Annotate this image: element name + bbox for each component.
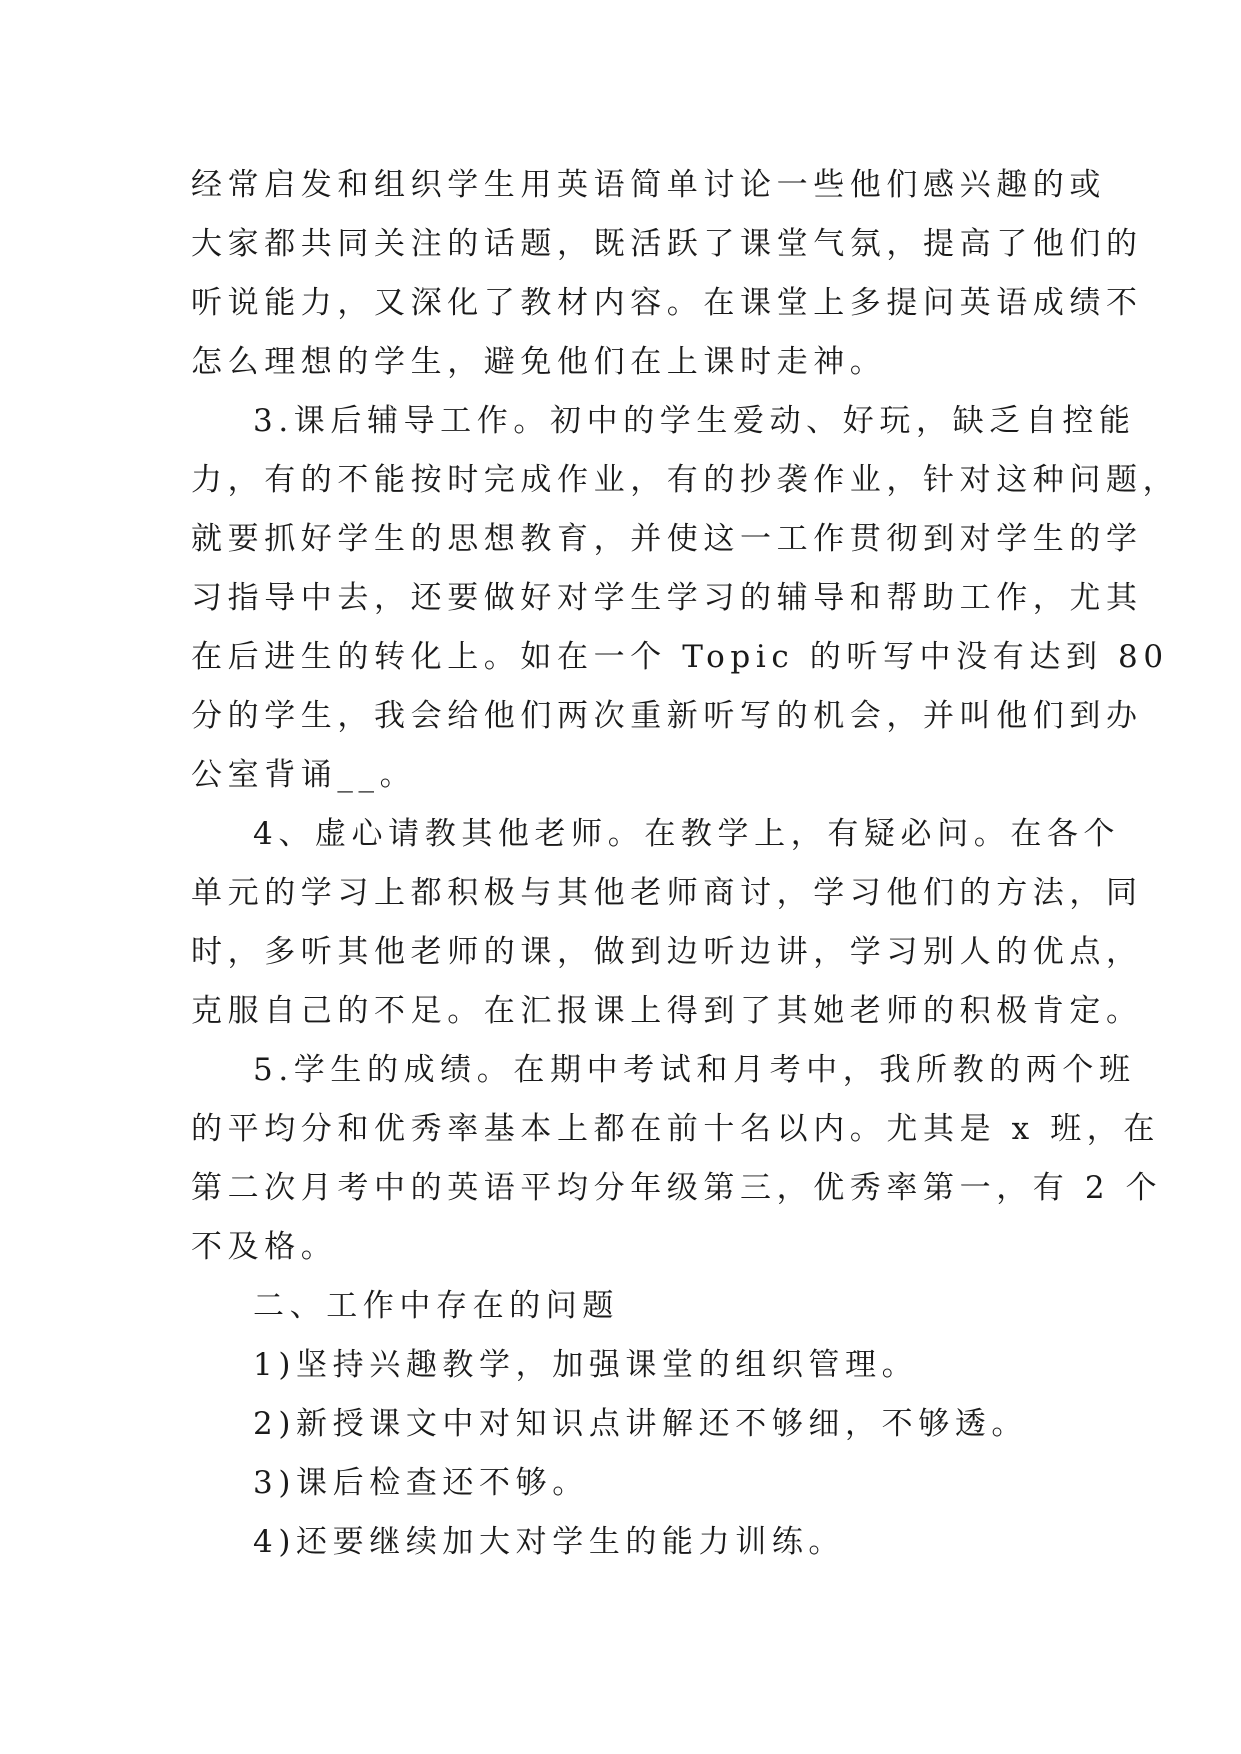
text-line: 2)新授课文中对知识点讲解还不够细，不够透。: [253, 1406, 1029, 1442]
text-line: 4、虚心请教其他老师。在教学上，有疑必问。在各个: [253, 816, 1121, 852]
text-line: 4)还要继续加大对学生的能力训练。: [253, 1524, 846, 1560]
text-line: 单元的学习上都积极与其他老师商讨，学习他们的方法，同: [191, 875, 1143, 911]
text-line: 经常启发和组织学生用英语简单讨论一些他们感兴趣的或: [191, 167, 1106, 203]
text-line: 力，有的不能按时完成作业，有的抄袭作业，针对这种问题，: [191, 462, 1180, 498]
text-line: 第二次月考中的英语平均分年级第三，优秀率第一，有 2 个: [191, 1170, 1163, 1206]
text-line: 习指导中去，还要做好对学生学习的辅导和帮助工作，尤其: [191, 580, 1143, 616]
text-line: 大家都共同关注的话题，既活跃了课堂气氛，提高了他们的: [191, 226, 1143, 262]
text-line: 克服自己的不足。在汇报课上得到了其她老师的积极肯定。: [191, 993, 1143, 1029]
text-line: 分的学生，我会给他们两次重新听写的机会，并叫他们到办: [191, 698, 1143, 734]
text-line: 怎么理想的学生，避免他们在上课时走神。: [191, 344, 887, 380]
text-line: 3.课后辅导工作。初中的学生爱动、好玩，缺乏自控能: [253, 403, 1136, 439]
text-line: 3)课后检查还不够。: [253, 1465, 589, 1501]
document-body: [191, 156, 1180, 1572]
text-line: 听说能力，又深化了教材内容。在课堂上多提问英语成绩不: [191, 285, 1143, 321]
text-line: 的平均分和优秀率基本上都在前十名以内。尤其是 x 班，在: [191, 1111, 1160, 1147]
text-line: 不及格。: [191, 1229, 338, 1265]
text-line: 时，多听其他老师的课，做到边听边讲，学习别人的优点，: [191, 934, 1143, 970]
text-line: 5.学生的成绩。在期中考试和月考中，我所教的两个班: [253, 1052, 1136, 1088]
text-line: 二、工作中存在的问题: [253, 1288, 619, 1324]
text-line: 就要抓好学生的思想教育，并使这一工作贯彻到对学生的学: [191, 521, 1143, 557]
text-line: 1)坚持兴趣教学，加强课堂的组织管理。: [253, 1347, 919, 1383]
text-line: 公室背诵__。: [191, 757, 417, 793]
text-line: 在后进生的转化上。如在一个 Topic 的听写中没有达到 80: [191, 639, 1169, 675]
